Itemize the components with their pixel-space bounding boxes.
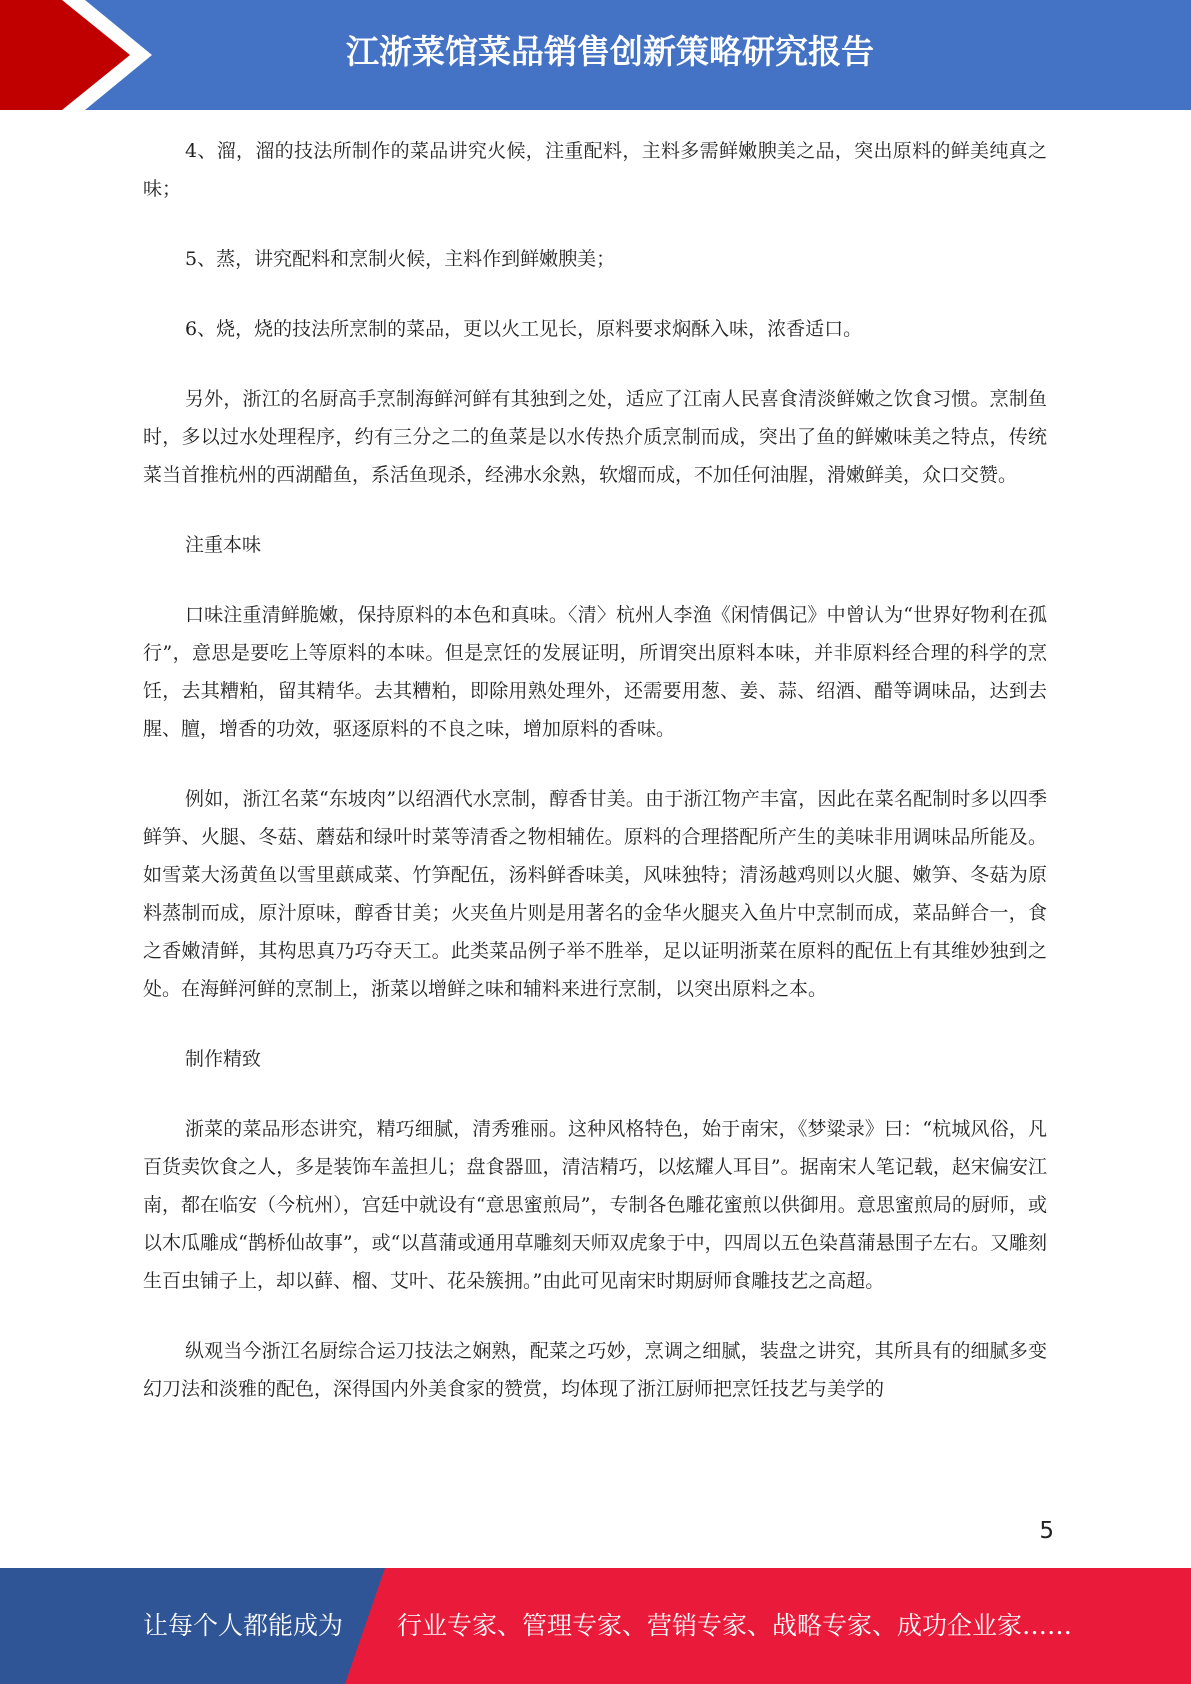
paragraph-dongpo-example: 例如，浙江名菜“东坡肉”以绍酒代水烹制，醇香甘美。由于浙江物产丰富，因此在菜名配制时多以四季鲜笋、火腿、冬菇、蘑菇和绿叶时菜等清香之物相辅佐。原料的合理搭配所产生的美味非用调味品所能及。如雪菜大汤黄鱼以雪里蕻咸菜、竹笋配伍，汤料鲜香味美，风味独特；清汤越鸡则以火腿、嫩笋、冬菇为原料蒸制而成，原汁原味，醇香甘美；火夹鱼片则是用著名的金华火腿夹入鱼片中烹制而成，菜品鲜合一，食之香嫩清鲜，其构思真乃巧夺天工。此类菜品例子举不胜举，足以证明浙菜在原料的配伍上有其维妙独到之处。在海鲜河鲜的烹制上，浙菜以增鲜之味和辅料来进行烹制，以突出原料之本。 xyxy=(143,788,1047,1000)
header-arrow xyxy=(0,0,130,110)
footer-slogan-right: 行业专家、管理专家、营销专家、战略专家、成功企业家…… xyxy=(397,1611,1073,1640)
paragraph-method-zheng: 5、蒸，讲究配料和烹制火候，主料作到鲜嫩腴美； xyxy=(185,248,616,270)
paragraph-method-liu: 4、溜，溜的技法所制作的菜品讲究火候，注重配料，主料多需鲜嫩腴美之品，突出原料的鲜美纯真之味； xyxy=(143,140,1047,200)
paragraph-method-shao: 6、烧，烧的技法所烹制的菜品，更以火工见长，原料要求焖酥入味，浓香适口。 xyxy=(185,318,863,340)
paragraph-song-dynasty: 浙菜的菜品形态讲究，精巧细腻，清秀雅丽。这种风格特色，始于南宋，《梦粱录》曰：“杭城风俗，凡百货卖饮食之人，多是装饰车盖担儿；盘食器皿，清洁精巧，以炫耀人耳目”。据南宋人笔记载，赵宋偏安江南，都在临安（今杭州），宫廷中就设有“意思蜜煎局”，专制各色雕花蜜煎以供御用。意思蜜煎局的厨师，或以木瓜雕成“鹊桥仙故事”，或“以菖蒲或通用草雕刻天师双虎象于中，四周以五色染菖蒲悬围子左右。又雕刻生百虫铺子上，却以藓、榴、艾叶、花朵簇拥。”由此可见南宋时期厨师食雕技艺之高超。 xyxy=(143,1118,1047,1292)
paragraph-modern-chefs: 纵观当今浙江名厨综合运刀技法之娴熟，配菜之巧妙，烹调之细腻，装盘之讲究，其所具有的细腻多变幻刀法和淡雅的配色，深得国内外美食家的赞赏，均体现了浙江厨师把烹饪技艺与美学的 xyxy=(143,1340,1047,1400)
document-body xyxy=(143,132,1047,1440)
footer-slogan-left: 让每个人都能成为 xyxy=(143,1611,344,1640)
page-footer xyxy=(0,1568,1191,1684)
paragraph-seafood: 另外，浙江的名厨高手烹制海鲜河鲜有其独到之处，适应了江南人民喜食清淡鲜嫩之饮食习惯。烹制鱼时，多以过水处理程序，约有三分之二的鱼菜是以水传热介质烹制而成，突出了鱼的鲜嫩味美之特点，传统菜当首推杭州的西湖醋鱼，系活鱼现杀，经沸水氽熟，软熘而成，不加任何油腥，滑嫩鲜美，众口交赞。 xyxy=(143,388,1047,486)
section-heading-fine-craft: 制作精致 xyxy=(185,1048,262,1070)
page-header xyxy=(0,0,1191,110)
page-number: 5 xyxy=(1039,1518,1054,1544)
section-heading-original-flavor: 注重本味 xyxy=(185,534,262,556)
report-title: 江浙菜馆菜品销售创新策略研究报告 xyxy=(346,32,874,71)
paragraph-original-flavor: 口味注重清鲜脆嫩，保持原料的本色和真味。〈清〉杭州人李渔《闲情偶记》中曾认为“世界好物利在孤行”，意思是要吃上等原料的本味。但是烹饪的发展证明，所谓突出原料本味，并非原料经合理的科学的烹饪，去其糟粕，留其精华。去其糟粕，即除用熟处理外，还需要用葱、姜、蒜、绍酒、醋等调味品，达到去腥、膻，增香的功效，驱逐原料的不良之味，增加原料的香味。 xyxy=(143,604,1047,740)
